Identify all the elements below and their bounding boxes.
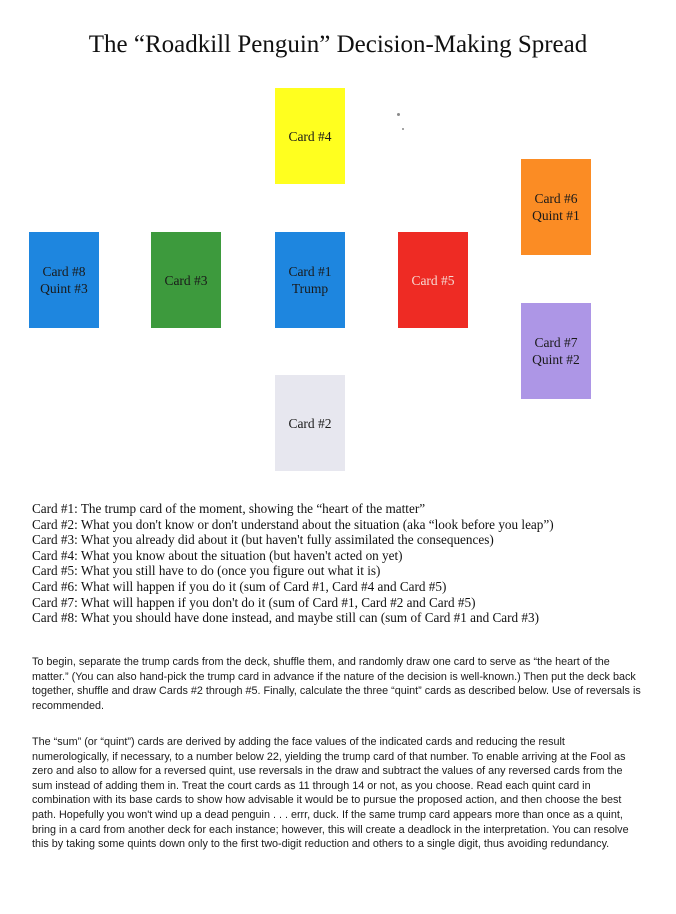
legend-item: Card #8: What you should have done instead, and maybe still can (sum of Card #1 and Card #3): [32, 610, 539, 626]
legend-item: Card #3: What you already did about it (but haven't fully assimilated the consequences): [32, 532, 494, 548]
card-6-box: [521, 159, 591, 255]
card-1-box: [275, 232, 345, 328]
card-8-quint-label: Quint #3: [40, 281, 88, 296]
card-8-label: Card #8: [42, 264, 86, 279]
legend-item: Card #1: The trump card of the moment, showing the “heart of the matter”: [32, 501, 426, 516]
scan-speck: [397, 113, 400, 116]
card-2-box: [275, 375, 345, 471]
card-7-label: Card #7: [534, 335, 578, 350]
card-5-label: Card #5: [411, 272, 455, 288]
card-4-label: Card #4: [288, 128, 332, 144]
card-8-box: [29, 232, 99, 328]
legend-item: Card #2: What you don't know or don't understand about the situation (aka “look before you leap”): [32, 516, 554, 532]
card-position-legend: [32, 501, 652, 626]
card-7-quint-label: Quint #2: [532, 352, 580, 367]
card-4-box: [275, 88, 345, 184]
card-1-trump-label: Trump: [291, 281, 329, 296]
instructions-paragraph: To begin, separate the trump cards from the deck, shuffle them, and randomly draw one card to serve as “the heart of the matter.” (You can also hand-pick the trump card in advance if the nature of the decision is well-known.) Then put the deck back together, shuffle and draw Cards #2 through #5. Finally, calculate the three “quint” cards as described below. Use of reversals is recommended.: [32, 656, 641, 712]
scan-speck: [402, 128, 404, 130]
quint-explanation-paragraph: The “sum” (or “quint”) cards are derived by adding the face values of the indicated cards and reducing the result numerologically, if necessary, to a number below 22, yielding the trump card of that number. To enable arriving at the Fool as zero and also to allow for a reversed quint, use reversals in the draw and subtract the values of any reversed cards from the sum instead of adding them in. Treat the court cards as 11 through 14 or not, as you choose. Read each quint card in combination with its base cards to show how advisable it would be to pursue the proposed action, and then choose the best path. Hopefully you won't wind up a dead penguin . . . errr, duck. If the same trump card appears more than once as a quint, bring in a card from another deck for each instance; however, this will create a deadlock in the interpretation. You can resolve this by taking some quints down only to the first two-digit reduction and others to a single digit, thus avoiding redundancy.: [32, 736, 629, 851]
legend-item: Card #5: What you still have to do (once you figure out what it is): [32, 563, 381, 579]
card-3-label: Card #3: [164, 272, 208, 288]
legend-item: Card #6: What will happen if you do it (sum of Card #1, Card #4 and Card #5): [32, 578, 447, 594]
card-6-quint-label: Quint #1: [532, 208, 580, 223]
legend-item: Card #7: What will happen if you don't do it (sum of Card #1, Card #2 and Card #5): [32, 594, 476, 610]
page-title: The “Roadkill Penguin” Decision-Making Spread: [88, 31, 588, 58]
card-2-label: Card #2: [288, 415, 332, 431]
legend-item: Card #4: What you know about the situation (but haven't acted on yet): [32, 547, 403, 563]
card-7-box: [521, 303, 591, 399]
card-6-label: Card #6: [534, 191, 578, 206]
card-1-label: Card #1: [288, 264, 332, 279]
card-5-box: [398, 232, 468, 328]
card-3-box: [151, 232, 221, 328]
